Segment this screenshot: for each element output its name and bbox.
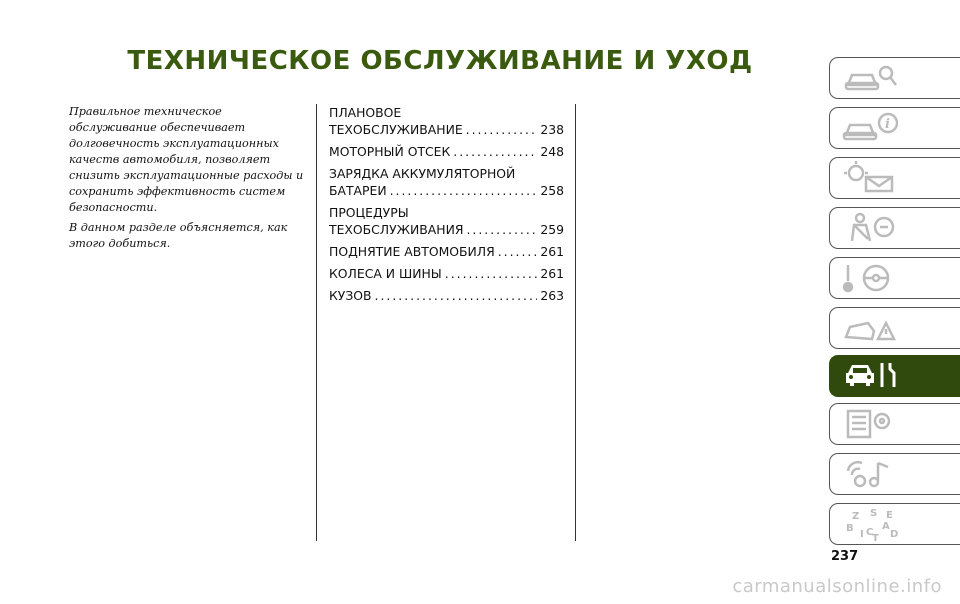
toc-entry[interactable] — [329, 204, 564, 238]
tab-seatbelt-airbag[interactable] — [829, 207, 960, 249]
alphabet-letter: A — [882, 521, 890, 532]
toc-leader-dots — [453, 143, 537, 160]
toc-page-number: 258 — [540, 183, 564, 198]
toc-page-number: 261 — [540, 244, 564, 259]
toc-page-number: 238 — [540, 122, 564, 137]
car-wrench-icon — [842, 359, 902, 393]
multimedia-icon — [842, 457, 898, 491]
toc-entry[interactable] — [329, 265, 564, 282]
toc-entry[interactable] — [329, 143, 564, 160]
car-info-icon — [842, 111, 898, 145]
column-divider-left — [316, 104, 317, 541]
toc-entry-title: КУЗОВ — [329, 288, 372, 303]
alphabet-letter: B — [846, 523, 854, 534]
toc-leader-dots — [390, 182, 538, 199]
toc-entry[interactable] — [329, 287, 564, 304]
tab-car-search[interactable] — [829, 57, 960, 99]
toc-entry[interactable] — [329, 243, 564, 260]
key-steering-wheel-icon — [842, 261, 898, 295]
toc-entry-line1: ПЛАНОВОЕ — [329, 105, 402, 120]
table-of-contents — [329, 104, 564, 309]
toc-entry[interactable] — [329, 104, 564, 138]
toc-leader-dots — [498, 243, 538, 260]
tab-specifications[interactable] — [829, 403, 960, 445]
alphabet-letter: T — [872, 533, 879, 543]
toc-leader-dots — [466, 221, 537, 238]
tab-car-info[interactable] — [829, 107, 960, 149]
alphabet-letter: S — [870, 508, 878, 519]
tab-car-wrench[interactable] — [829, 355, 960, 397]
toc-entry-title: КОЛЕСА И ШИНЫ — [329, 266, 442, 281]
alphabet-letter: E — [886, 510, 893, 521]
car-search-icon — [842, 61, 898, 95]
intro-text — [69, 104, 304, 256]
spec-gear-icon — [842, 407, 898, 441]
warning-lights-icon — [842, 161, 898, 195]
alphabet-letter: D — [890, 529, 899, 540]
toc-leader-dots — [445, 265, 538, 282]
toc-entry-line1: ЗАРЯДКА АККУМУЛЯТОРНОЙ — [329, 166, 516, 181]
page-title: ТЕХНИЧЕСКОЕ ОБСЛУЖИВАНИЕ И УХОД — [127, 46, 753, 76]
tab-warning-lights[interactable] — [829, 157, 960, 199]
toc-entry[interactable] — [329, 165, 564, 199]
tab-road-warning[interactable] — [829, 307, 960, 349]
page-number: 237 — [831, 549, 859, 564]
watermark: carmanualsonline.info — [732, 576, 942, 597]
alphabet-letter: I — [860, 529, 864, 540]
toc-page-number: 248 — [540, 144, 564, 159]
tab-alphabet-index[interactable] — [829, 503, 960, 545]
toc-page-number: 259 — [540, 222, 564, 237]
svg-text:i: i — [885, 117, 890, 132]
toc-entry-title: ПОДНЯТИЕ АВТОМОБИЛЯ — [329, 244, 495, 259]
toc-entry-title: ТЕХОБСЛУЖИВАНИЕ — [329, 122, 463, 137]
tab-key-steering[interactable] — [829, 257, 960, 299]
seatbelt-airbag-icon — [842, 211, 898, 245]
toc-entry-title: МОТОРНЫЙ ОТСЕК — [329, 144, 451, 159]
toc-leader-dots — [466, 121, 538, 138]
toc-entry-line1: ПРОЦЕДУРЫ — [329, 205, 409, 220]
toc-page-number: 261 — [540, 266, 564, 281]
alphabet-letter: C — [866, 527, 874, 538]
alphabet-letter: Z — [852, 511, 860, 522]
intro-paragraph-1: Правильное техническое обслуживание обеспечивает долговечность эксплуатационных качеств автомобиля, позволяет снизить эксплуатационные расходы и сохранить эффективность систем безопасности. — [69, 105, 304, 214]
toc-page-number: 263 — [540, 288, 564, 303]
intro-paragraph-2: В данном разделе объясняется, как этого добиться. — [69, 221, 288, 250]
column-divider-right — [575, 104, 576, 541]
alphabet-index-icon — [842, 507, 902, 543]
toc-entry-title: ТЕХОБСЛУЖИВАНИЯ — [329, 222, 464, 237]
toc-entry-title: БАТАРЕИ — [329, 183, 387, 198]
tab-multimedia[interactable] — [829, 453, 960, 495]
toc-leader-dots — [375, 287, 538, 304]
road-warning-icon — [842, 311, 898, 345]
